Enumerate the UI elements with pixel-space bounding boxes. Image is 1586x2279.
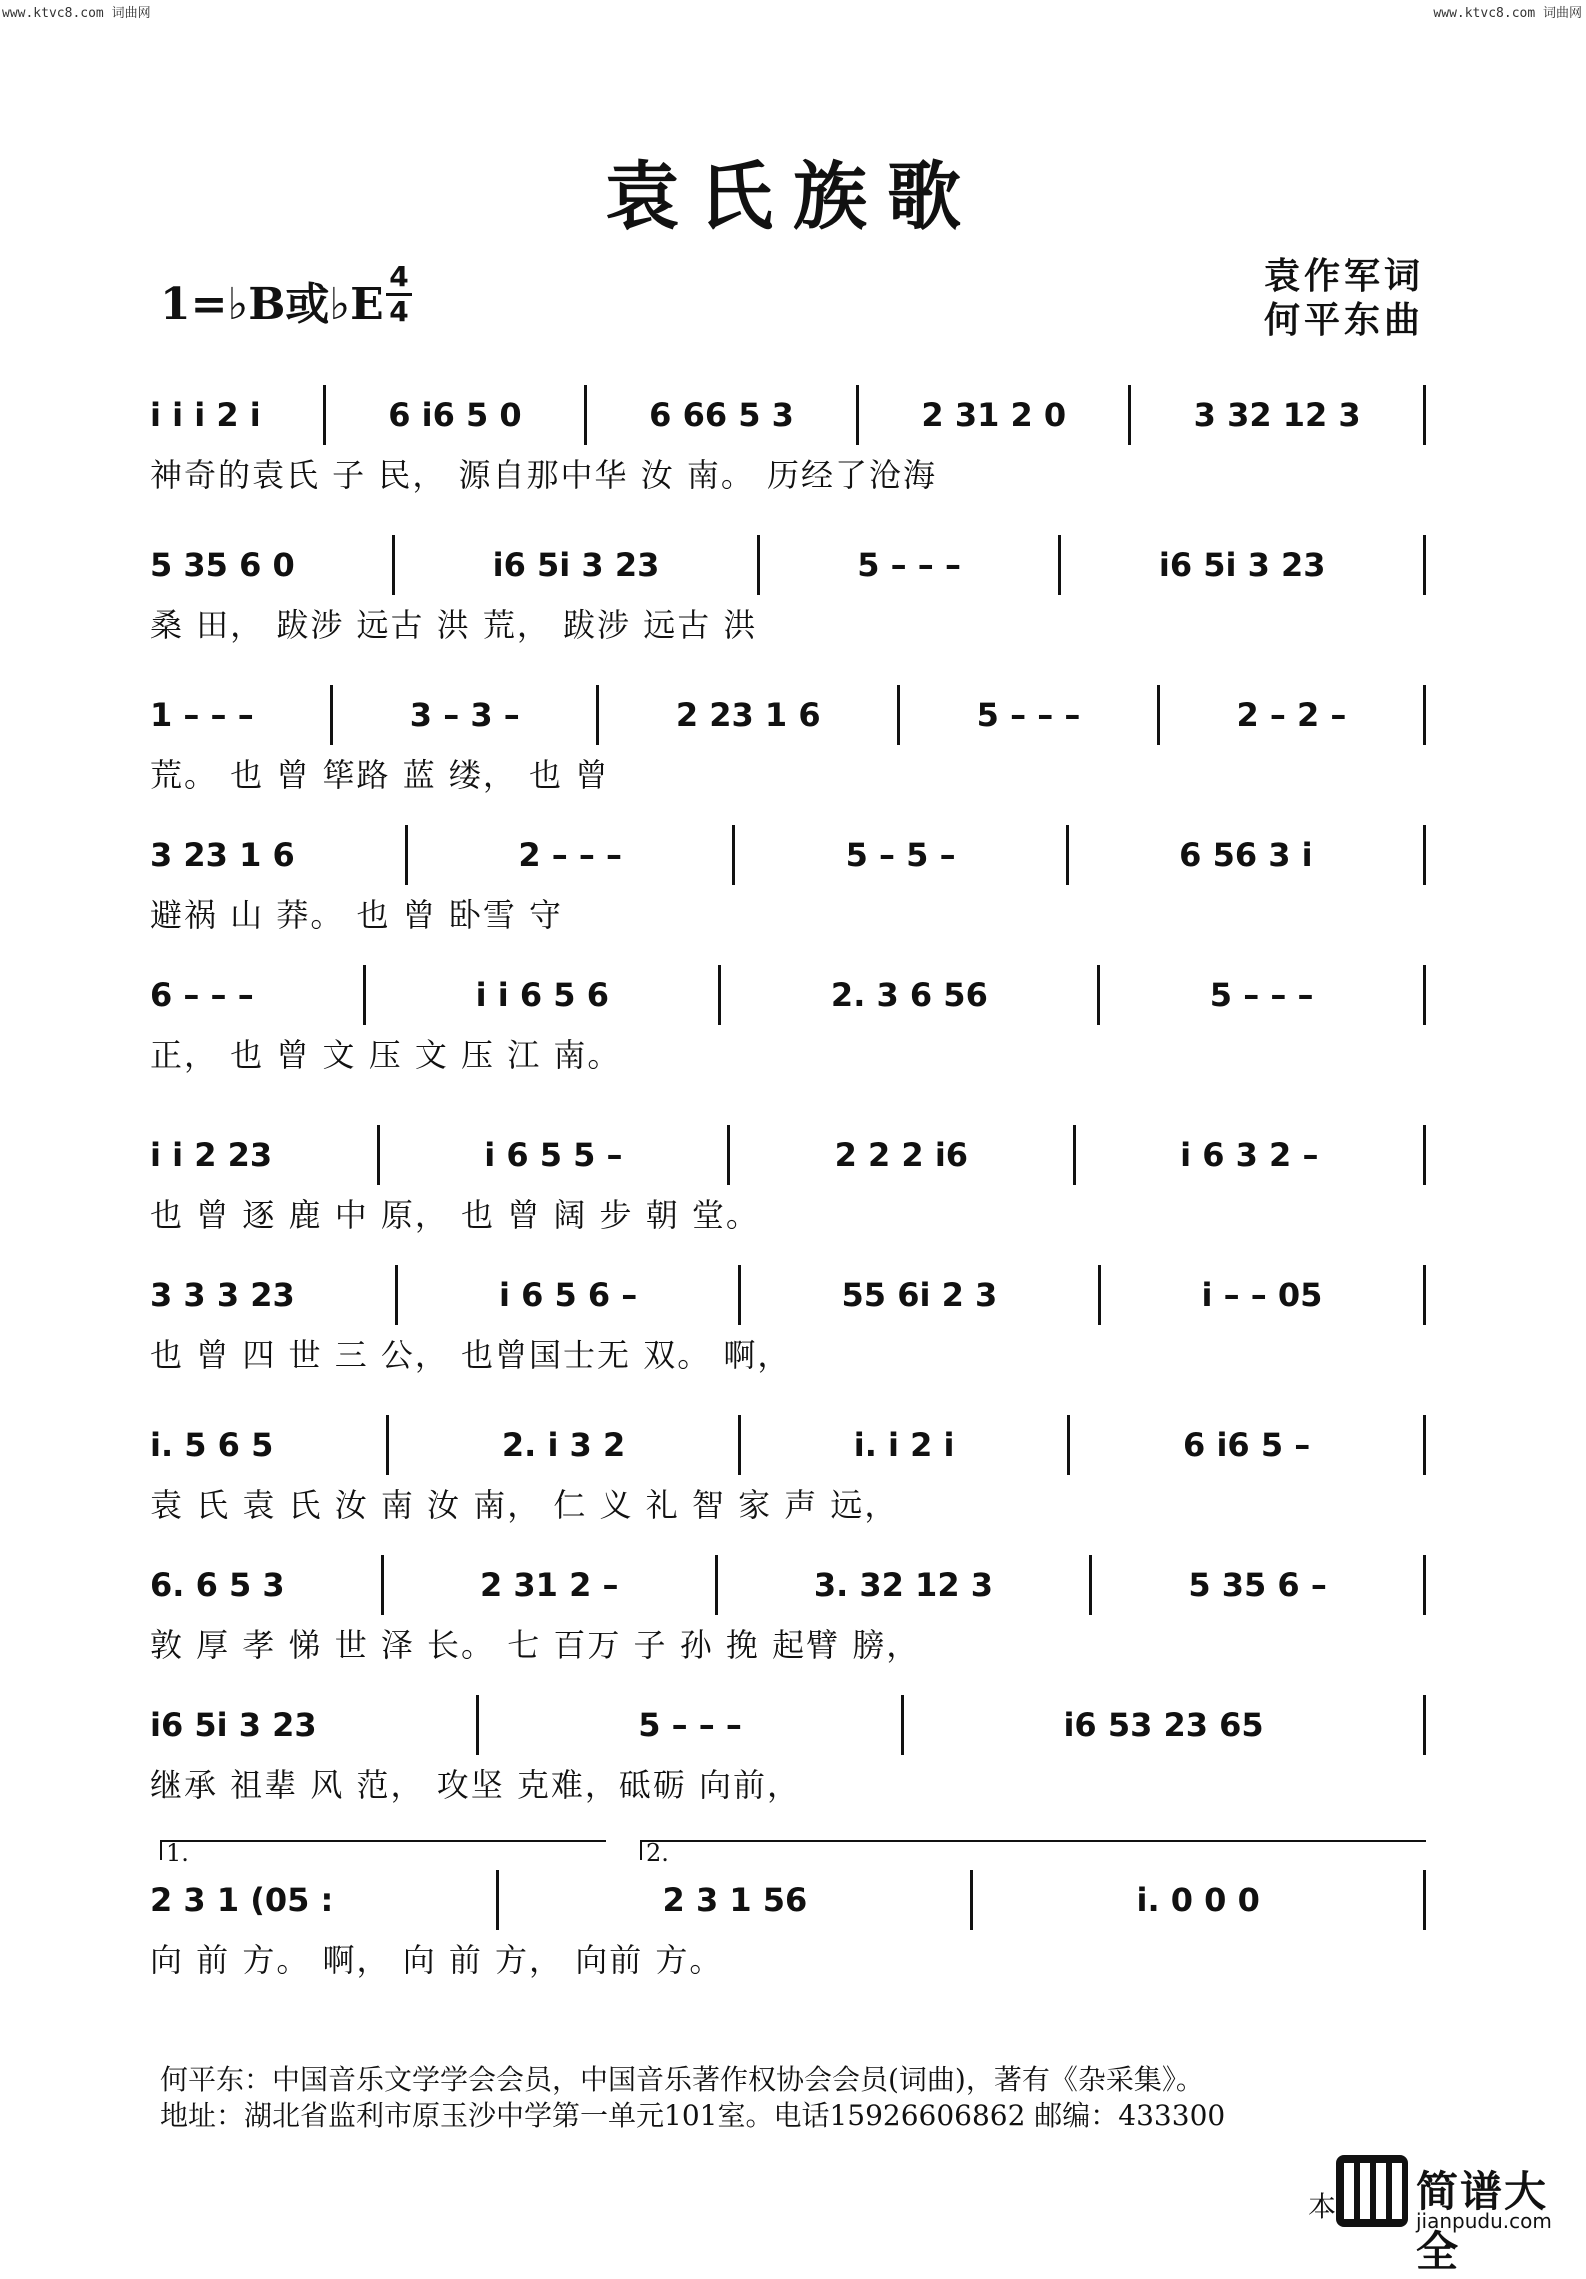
score-line [150,1130,1426,1280]
measure: 3 – 3 – [409,696,520,734]
site-logo [1336,2155,1576,2276]
barline [330,685,333,745]
lyrics-row [150,1620,1426,1666]
measure: 2. i 3 2 [501,1426,626,1464]
measure: 2 31 2 – [479,1566,619,1604]
lyrics-text: 向 前 方。 啊， 向 前 方， 向前 方。 [150,1941,724,1979]
lyrics-row [150,1480,1426,1526]
measure: i6 5i 3 23 [150,1706,317,1744]
volta-first: 1. [160,1840,606,1860]
measure: i 6 3 2 – [1180,1136,1319,1174]
barline [1058,535,1061,595]
measure: i 6 5 6 – [498,1276,638,1314]
barline [970,1870,973,1930]
barline [1423,825,1426,885]
watermark-left: www.ktvc8.com 词曲网 [2,6,151,21]
barline [1128,385,1131,445]
barline [718,965,721,1025]
lyrics-text: 继承 祖辈 风 范， 攻坚 克难，砥砺 向前， [150,1766,802,1804]
measure: 6 56 3 i [1179,836,1313,874]
barline [1423,535,1426,595]
barline [496,1870,499,1930]
lyrics-text: 避祸 山 莽。 也 曾 卧雪 守 [150,896,564,934]
measure: 5 – 5 – [845,836,956,874]
barline [1423,1695,1426,1755]
barline [584,385,587,445]
barline [381,1555,384,1615]
measure: i 6 5 5 – [484,1136,623,1174]
score-line [150,690,1426,840]
measure: i6 5i 3 23 [492,546,660,584]
measure: 3 32 12 3 [1193,396,1361,434]
barline [1067,1415,1070,1475]
score-line [150,1700,1426,1850]
lyrics-text: 桑 田， 跋涉 远古 洪 荒， 跋涉 远古 洪 [150,606,758,644]
measure: 5 35 6 – [1188,1566,1327,1604]
barline [1089,1555,1092,1615]
barline [738,1415,741,1475]
notes-row [150,690,1426,740]
watermark-right: www.ktvc8.com 词曲网 [1433,6,1582,21]
barline [363,965,366,1025]
score-line [150,970,1426,1120]
measure: 2 2 2 i6 [834,1136,969,1174]
lyrics-row [150,600,1426,646]
measure: 6 i6 5 0 [388,396,522,434]
notes-row [150,970,1426,1020]
measure: 5 – – – [976,696,1081,734]
barline [715,1555,718,1615]
measure: 3 23 1 6 [150,836,295,874]
notes-row [150,830,1426,880]
measure: 5 – – – [638,1706,742,1744]
piano-keys-icon [1336,2155,1408,2227]
measure: i i i 2 i [150,396,261,434]
barline [323,385,326,445]
measure: 6 i6 5 – [1183,1426,1311,1464]
measure: 2 31 2 0 [921,396,1067,434]
barline [897,685,900,745]
volta-second: 2. [640,1840,1426,1860]
notes-row [150,1270,1426,1320]
footer-bio: 何平东：中国音乐文学学会会员，中国音乐著作权协会会员(词曲)，著有《杂采集》。 [160,2063,1204,2096]
measure: 2 – 2 – [1236,696,1347,734]
barline [476,1695,479,1755]
barline [1423,1415,1426,1475]
barline [1423,1870,1426,1930]
barline [1423,1555,1426,1615]
measure: 55 6i 2 3 [841,1276,998,1314]
credits [1264,254,1424,342]
notes-row [150,390,1426,440]
measure: i – – 05 [1201,1276,1323,1314]
barline [1066,825,1069,885]
lyrics-text: 敦 厚 孝 悌 世 泽 长。 七 百万 子 孙 挽 起臂 膀， [150,1626,921,1664]
lyrics-row [150,1935,1426,1981]
measure: 5 – – – [857,546,961,584]
lyrics-text: 荒。 也 曾 筚路 蓝 缕， 也 曾 [150,756,610,794]
measure: i i 2 23 [150,1136,273,1174]
barline [596,685,599,745]
score-line [150,830,1426,980]
measure: i. 0 0 0 [1136,1881,1260,1919]
measure: 6 66 5 3 [649,396,794,434]
barline [1073,1125,1076,1185]
notes-row [150,1130,1426,1180]
measure: 6. 6 5 3 [150,1566,285,1604]
lyrics-text: 也 曾 逐 鹿 中 原， 也 曾 阔 步 朝 堂。 [150,1196,760,1234]
barline [1423,1265,1426,1325]
lyrics-row [150,1330,1426,1376]
time-bottom: 4 [389,295,409,328]
barline [727,1125,730,1185]
notes-row [150,1560,1426,1610]
measure: 2 3 1 56 [662,1881,808,1919]
measure: i i 6 5 6 [475,976,609,1014]
barline [395,1265,398,1325]
barline [386,1415,389,1475]
time-top: 4 [389,260,409,293]
measure: 1 – – – [150,696,254,734]
score-line [150,1875,1426,2025]
score-line [150,540,1426,690]
composer: 何平东曲 [1263,299,1424,341]
measure: 3 3 3 23 [150,1276,295,1314]
barline [901,1695,904,1755]
barline [1098,1265,1101,1325]
footer-address: 地址：湖北省监利市原玉沙中学第一单元101室。电话15926606862 邮编：433300 [160,2099,1226,2132]
lyrics-row [150,890,1426,936]
measure: 2. 3 6 56 [830,976,988,1014]
score-line [150,1420,1426,1570]
measure: i6 53 23 65 [1063,1706,1264,1744]
barline [1423,965,1426,1025]
notes-row [150,1700,1426,1750]
lyrics-row [150,1760,1426,1806]
barline [1423,1125,1426,1185]
measure: 5 35 6 0 [150,546,295,584]
barline [405,825,408,885]
barline [1157,685,1160,745]
measure: 6 – – – [150,976,254,1014]
measure: 2 23 1 6 [675,696,821,734]
barline [377,1125,380,1185]
logo-site: jianpudu.com [1416,2209,1552,2233]
barline [392,535,395,595]
barline [1423,385,1426,445]
song-title: 袁氏族歌 [605,154,981,240]
key-signature: 1=♭B或♭E [160,279,384,330]
barline [1423,685,1426,745]
notes-row [150,540,1426,590]
measure: i. i 2 i [853,1426,955,1464]
notes-row [150,1420,1426,1470]
measure: 3. 32 12 3 [813,1566,993,1604]
footer [160,2062,1225,2134]
page-mark: 本 [1307,2190,1336,2223]
measure: 2 3 1 (05 : [150,1881,334,1919]
barline [1097,965,1100,1025]
measure: i6 5i 3 23 [1158,546,1326,584]
logo-name: 简谱大全 [1416,2167,1549,2276]
lyrics-text: 正， 也 曾 文 压 文 压 江 南。 [150,1036,622,1074]
score-line [150,390,1426,540]
measure: 5 – – – [1209,976,1314,1014]
barline [738,1265,741,1325]
lyrics-row [150,750,1426,796]
lyrics-row [150,1030,1426,1076]
barline [856,385,859,445]
lyrics-text: 袁 氏 袁 氏 汝 南 汝 南， 仁 义 礼 智 家 声 远， [150,1486,899,1524]
notes-row [150,1875,1426,1925]
score-line [150,1270,1426,1420]
lyrics-text: 神奇的袁氏 子 民， 源自那中华 汝 南。 历经了沧海 [150,456,938,494]
lyricist: 袁作军词 [1263,255,1424,297]
lyrics-text: 也 曾 四 世 三 公， 也曾国士无 双。 啊， [150,1336,792,1374]
lyrics-row [150,450,1426,496]
measure: 2 – – – [518,836,623,874]
barline [732,825,735,885]
lyrics-row [150,1190,1426,1236]
score-line [150,1560,1426,1710]
barline [757,535,760,595]
time-signature [386,262,412,327]
measure: i. 5 6 5 [150,1426,274,1464]
